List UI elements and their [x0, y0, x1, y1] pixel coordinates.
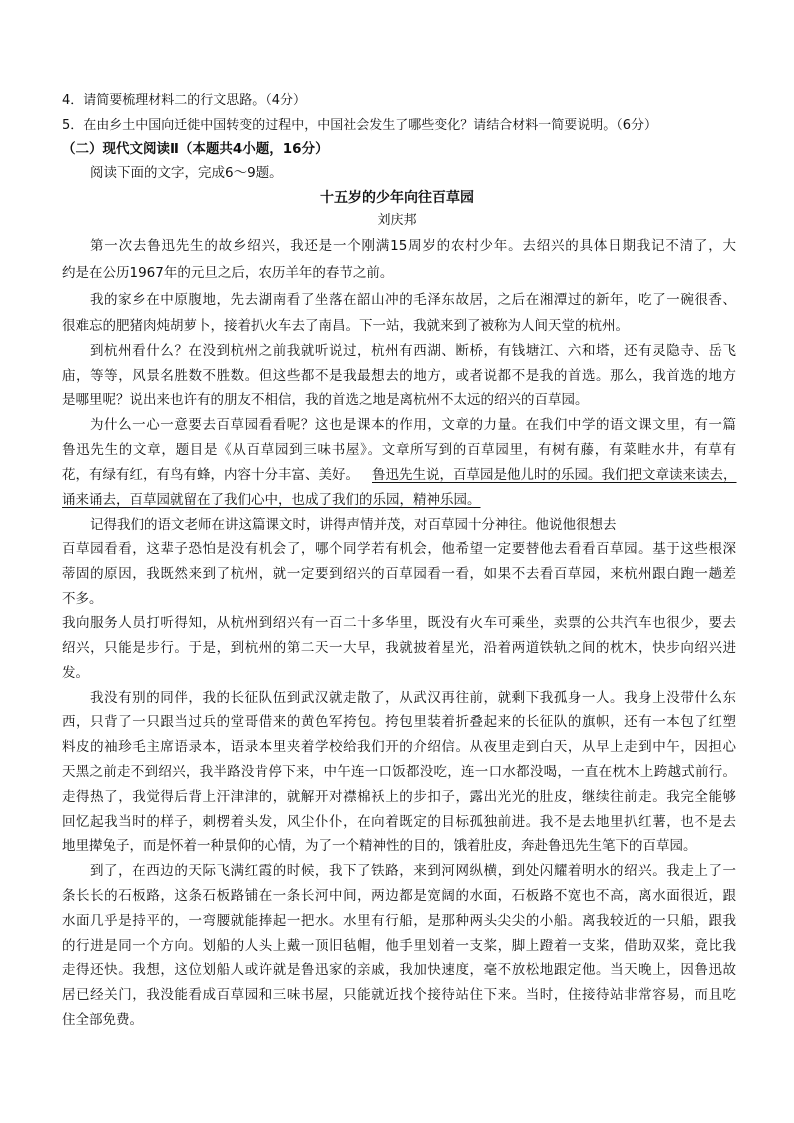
paragraph-line: 第一次去鲁迅先生的故乡绍兴，我还是一个刚满15周岁的农村少年。去绍兴的具体日期我记不清了，大 — [90, 238, 736, 254]
paragraph-line: 西，只背了一只跟当过兵的堂哥借来的黄色军挎包。挎包里装着折叠起来的长征队的旗帜，还有一本包了红塑 — [62, 714, 736, 730]
paragraph-line: 水面几乎是持平的，一弯腰就能捧起一把水。水里有行船，是那种两头尖尖的小船。离我较近的一只船，跟我 — [62, 913, 736, 929]
underlined-sentence: 鲁迅先生说，百草园是他儿时的乐园。我们把文章读来读去， — [372, 467, 737, 483]
question-4: 4．请简要梳理材料二的行文思路。（4分） — [62, 93, 307, 108]
paragraph-line: 约是在公历1967年的元旦之后，农历羊年的春节之前。 — [62, 265, 394, 281]
paragraph-line: 是哪里呢？说出来也许有的朋友不相信，我的首选之地是离杭州不太远的绍兴的百草园。 — [62, 392, 589, 408]
reading-instruction: 阅读下面的文字，完成6～9题。 — [90, 165, 283, 181]
paragraph-line: 天黑之前走不到绍兴，我半路没肯停下来，中午连一口饭都没吃，连一口水都没喝，一直在枕木上跨越式前行。 — [62, 764, 736, 780]
underlined-sentence: 诵来诵去，百草园就留在了我们心中，也成了我们的乐园，精神乐园。 — [62, 492, 481, 508]
paragraph-line: 住全部免费。 — [62, 1012, 143, 1028]
paragraph-line: 走得热了，我觉得后背上汗津津的，就解开对襟棉袄上的步扣子，露出光光的肚皮，继续往前走。我完全能够 — [62, 789, 736, 805]
paragraph-line: 庙，等等，风景名胜数不胜数。但这些都不是我最想去的地方，或者说都不是我的首选。那么，我首选的地方 — [62, 368, 736, 384]
paragraph-line: 不多。 — [62, 591, 103, 607]
paragraph-line: 百草园看看，这辈子恐怕是没有机会了，哪个同学若有机会，他希望一定要替他去看看百草园。基于这些根深 — [62, 541, 736, 557]
paragraph-line: 鲁迅先生的文章，题目是《从百草园到三味书屋》。文章所写到的百草园里，有树有藤，有菜畦水井，有草有 — [62, 442, 736, 458]
paragraph-line: 蒂固的原因，我既然来到了杭州，就一定要到绍兴的百草园看一看，如果不去看百草园，来杭州跟白跑一趟差 — [62, 566, 736, 582]
paragraph-line: 到了，在西边的天际飞满红霞的时候，我下了铁路，来到河网纵横，到处闪耀着明水的绍兴。我走上了一 — [90, 863, 736, 879]
paragraph-line: 地里撵兔子，而是怀着一种景仰的心情，为了一个精神性的目的，饿着肚皮，奔赴鲁迅先生笔下的百草园。 — [62, 838, 697, 854]
paragraph-line: 花，有绿有红，有鸟有蜂，内容十分丰富、美好。 — [62, 467, 359, 483]
paragraph-line: 绍兴，只能是步行。于是，到杭州的第二天一大早，我就披着星光，沿着两道铁轨之间的枕木，快步向绍兴进 — [62, 640, 736, 656]
paragraph-line: 的行进是同一个方向。划船的人头上戴一顶旧毡帽，他手里划着一支桨，脚上蹬着一支桨，借助双桨，竟比我 — [62, 938, 736, 954]
paragraph-line: 条长长的石板路，这条石板路铺在一条长河中间，两边都是宽阔的水面，石板路不宽也不高，离水面很近，跟 — [62, 888, 736, 904]
article-author: 刘庆邦 — [377, 213, 417, 228]
paragraph-line: 我没有别的同伴，我的长征队伍到武汉就走散了，从武汉再往前，就剩下我孤身一人。我身上没带什么东 — [90, 690, 736, 706]
paragraph-line: 我向服务人员打听得知，从杭州到绍兴有一百二十多华里，既没有火车可乘坐，卖票的公共汽车也很少，要去 — [62, 615, 736, 631]
paragraph-line: 为什么一心一意要去百草园看看呢？这也是课本的作用，文章的力量。在我们中学的语文课文里，有一篇 — [90, 417, 736, 433]
question-5: 5．在由乡土中国向迁徙中国转变的过程中，中国社会发生了哪些变化？请结合材料一简要说明。（6分） — [62, 118, 658, 133]
paragraph-line: 记得我们的语文老师在讲这篇课文时，讲得声情并茂，对百草园十分神往。他说他很想去 — [90, 517, 617, 533]
article-title: 十五岁的少年向往百草园 — [320, 190, 474, 206]
paragraph-line: 发。 — [62, 665, 89, 681]
paragraph-line: 到杭州看什么？在没到杭州之前我就听说过，杭州有西湖、断桥，有钱塘江、六和塔，还有灵隐寺、岳飞 — [90, 343, 736, 359]
paragraph-line: 回忆起我当时的样子，刺楞着头发，风尘仆仆，在向着既定的目标孤独前进。我不是去地里扒红薯，也不是去 — [62, 814, 736, 830]
paragraph-line: 我的家乡在中原腹地，先去湖南看了坐落在韶山冲的毛泽东故居，之后在湘潭过的新年，吃了一碗很香、 — [90, 292, 736, 308]
paragraph-line: 料皮的袖珍毛主席语录本，语录本里夹着学校给我们开的介绍信。从夜里走到白天，从早上走到中午，因担心 — [62, 739, 736, 755]
section-heading: （二）现代文阅读Ⅱ（本题共4小题，16分） — [62, 141, 329, 157]
paragraph-line: 居已经关门，我没能看成百草园和三味书屋，只能就近找个接待站住下来。当时，住接待站非常容易，而且吃 — [62, 987, 736, 1003]
paragraph-line: 走得还快。我想，这位划船人或许就是鲁迅家的亲戚，我加快速度，毫不放松地跟定他。当天晚上，因鲁迅故 — [62, 962, 736, 978]
paragraph-line: 很难忘的肥猪肉炖胡萝卜，接着扒火车去了南昌。下一站，我就来到了被称为人间天堂的杭州。 — [62, 318, 629, 334]
